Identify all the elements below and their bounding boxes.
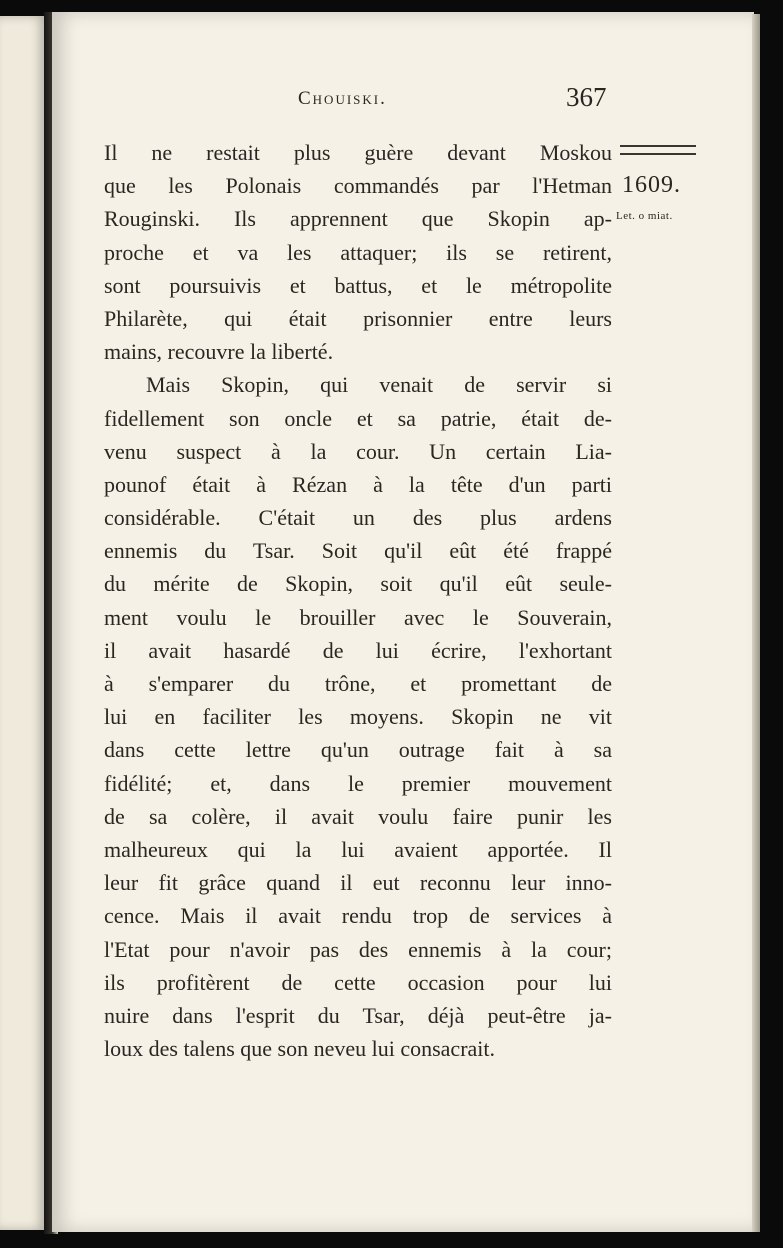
text-line: il avait hasardé de lui écrire, l'exhortant xyxy=(104,637,612,663)
text-line: dans cette lettre qu'un outrage fait à sa xyxy=(104,737,612,763)
text-line: mains, recouvre la liberté. xyxy=(104,339,334,365)
text-line: de sa colère, il avait voulu faire punir les xyxy=(104,803,612,829)
margin-year: 1609. xyxy=(622,172,681,198)
text-line: lui en faciliter les moyens. Skopin ne vit xyxy=(104,704,612,730)
page-number: 367 xyxy=(566,82,607,112)
text-line: venu suspect à la cour. Un certain Lia- xyxy=(104,438,612,464)
running-title: Chouiski. xyxy=(298,88,387,109)
text-line: loux des talens que son neveu lui consacrait. xyxy=(104,1036,496,1062)
text-line: fidellement son oncle et sa patrie, était de- xyxy=(104,405,612,431)
text-line: Philarète, qui était prisonnier entre leurs xyxy=(104,305,612,331)
text-line: sont poursuivis et battus, et le métropolite xyxy=(104,272,612,298)
page-edge xyxy=(752,14,760,1232)
text-line: considérable. C'était un des plus ardens xyxy=(104,505,612,531)
text-line: cence. Mais il avait rendu trop de services à xyxy=(104,903,612,929)
text-line: ennemis du Tsar. Soit qu'il eût été frappé xyxy=(104,538,612,564)
text-line: proche et va les attaquer; ils se retirent, xyxy=(104,239,612,265)
text-line: Mais Skopin, qui venait de servir si xyxy=(146,372,612,398)
margin-rule xyxy=(620,145,696,155)
left-page-edge xyxy=(0,16,46,1230)
text-line: pounof était à Rézan à la tête d'un parti xyxy=(104,471,612,497)
text-line: à s'emparer du trône, et promettant de xyxy=(104,671,612,696)
text-line: leur fit grâce quand il eut reconnu leur inno- xyxy=(104,870,612,896)
text-line: Il ne restait plus guère devant Moskou xyxy=(104,140,612,165)
text-line: malheureux qui la lui avaient apportée. Il xyxy=(104,836,612,862)
text-line: ils profitèrent de cette occasion pour lui xyxy=(104,969,612,995)
text-line: que les Polonais commandés par l'Hetman xyxy=(104,173,612,199)
text-line: Rouginski. Ils apprennent que Skopin ap- xyxy=(104,206,612,232)
margin-note: Let. o miat. xyxy=(616,210,673,222)
body-text xyxy=(104,136,612,1065)
text-line: fidélité; et, dans le premier mouvement xyxy=(104,770,612,796)
text-line: ment voulu le brouiller avec le Souverain, xyxy=(104,604,612,630)
text-line: nuire dans l'esprit du Tsar, déjà peut-être ja- xyxy=(104,1002,612,1028)
text-line: l'Etat pour n'avoir pas des ennemis à la cour; xyxy=(104,936,612,962)
text-line: du mérite de Skopin, soit qu'il eût seule- xyxy=(104,571,612,597)
